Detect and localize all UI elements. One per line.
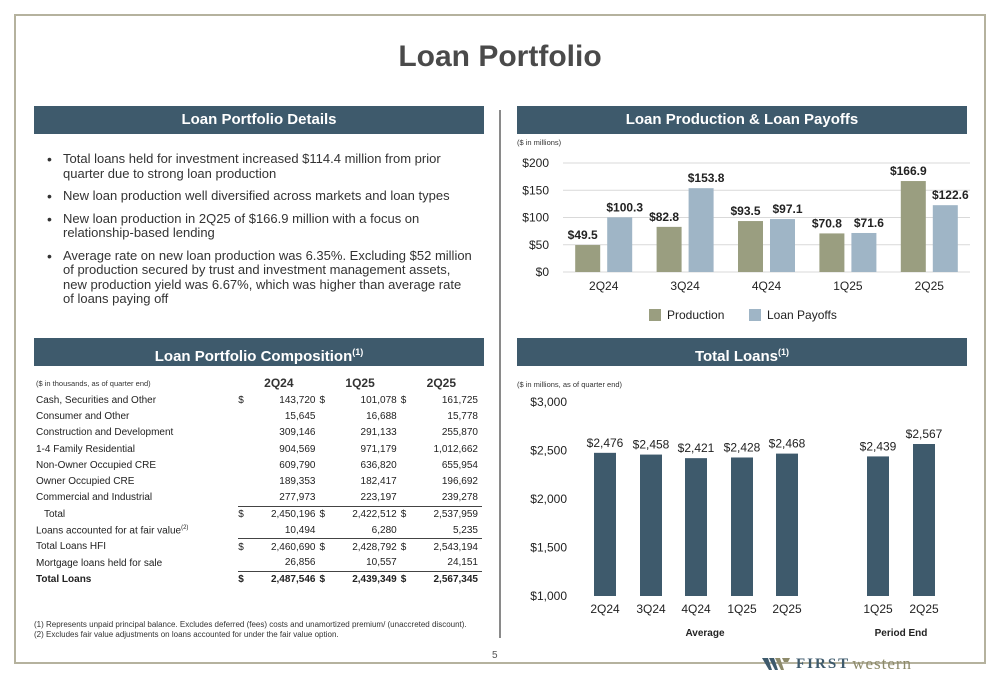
bar-payoffs <box>689 188 714 272</box>
production-header-text: Loan Production & Loan Payoffs <box>625 111 859 128</box>
total-loans-chart <box>505 388 980 643</box>
table-row <box>34 425 482 441</box>
row-label <box>34 490 238 506</box>
row-label <box>34 539 238 555</box>
row-value: 2,487,546 <box>251 571 320 587</box>
composition-note: ($ in thousands, as of quarter end) <box>36 378 151 388</box>
row-value: 904,569 <box>279 443 316 455</box>
dollar-sign <box>319 408 332 424</box>
dollar-sign <box>238 441 251 457</box>
details-bullet: • New loan production in 2Q25 of $166.9 million with a focus on relationship-based lending <box>45 212 475 241</box>
bar-total-loans <box>913 444 935 596</box>
data-label: $70.8 <box>811 216 842 231</box>
bar-total-loans <box>685 458 707 596</box>
x-tick-label: 2Q24 <box>590 602 620 616</box>
bar-total-loans <box>640 455 662 596</box>
row-value: 291,133 <box>360 427 397 439</box>
dollar-sign <box>238 522 251 538</box>
data-label: $2,468 <box>768 436 806 451</box>
bar-total-loans <box>594 453 616 596</box>
row-value: 6,280 <box>371 524 397 536</box>
company-logo <box>762 654 912 674</box>
dollar-sign <box>319 522 332 538</box>
bar-payoffs <box>770 219 795 272</box>
y-tick-label: $50 <box>528 237 549 252</box>
row-label-text: Total Loans <box>36 573 92 585</box>
bar-payoffs <box>933 205 958 272</box>
production-header <box>517 106 967 134</box>
footnote: (2) Excludes fair value adjustments on loans accounted for under the fair value option. <box>34 630 339 639</box>
y-tick-label: $2,500 <box>530 443 567 458</box>
row-label-text: Non-Owner Occupied CRE <box>36 459 157 471</box>
row-value: 255,870 <box>441 427 478 439</box>
row-value: 5,235 <box>452 524 478 536</box>
x-tick-label: 1Q25 <box>727 602 757 616</box>
row-value: 143,720 <box>279 394 316 406</box>
dollar-sign: $ <box>319 506 332 522</box>
dollar-sign: $ <box>238 571 251 587</box>
dollar-sign <box>238 425 251 441</box>
legend-label: Production <box>667 308 725 322</box>
table-row <box>34 408 482 424</box>
bar-total-loans <box>867 456 889 596</box>
total-loans-header-sup: (1) <box>778 347 790 357</box>
bar-production <box>901 181 926 272</box>
row-label-text: Mortgage loans held for sale <box>36 557 163 569</box>
dollar-sign <box>401 522 414 538</box>
dollar-sign <box>238 473 251 489</box>
production-chart <box>505 148 980 333</box>
dollar-sign <box>401 490 414 506</box>
dollar-sign: $ <box>319 394 326 406</box>
row-label-text: 1-4 Family Residential <box>36 443 135 455</box>
row-value: 2,567,345 <box>413 571 482 587</box>
dollar-sign <box>401 555 414 571</box>
x-tick-label: 2Q25 <box>772 602 802 616</box>
row-value: 10,557 <box>366 557 397 569</box>
y-tick-label: $2,000 <box>530 492 567 506</box>
row-value: 161,725 <box>441 394 478 406</box>
production-note: ($ in millions) <box>517 138 562 147</box>
row-label <box>34 506 238 522</box>
data-label: $2,458 <box>632 437 670 452</box>
bar-total-loans <box>776 454 798 596</box>
details-header <box>34 106 484 134</box>
data-label: $100.3 <box>606 200 644 215</box>
row-label-text: Consumer and Other <box>36 410 130 422</box>
dollar-sign <box>319 555 332 571</box>
dollar-sign <box>401 408 414 424</box>
footnotes <box>34 620 474 640</box>
row-value: 16,688 <box>366 410 397 422</box>
dollar-sign: $ <box>238 539 251 555</box>
x-tick-label: 3Q24 <box>670 279 700 293</box>
composition-table-header <box>34 374 482 392</box>
row-label <box>34 555 238 571</box>
row-value: 655,954 <box>441 459 478 471</box>
dollar-sign: $ <box>401 571 414 587</box>
row-value: 971,179 <box>360 443 397 455</box>
bar-production <box>575 245 600 272</box>
y-tick-label: $100 <box>522 210 549 225</box>
row-label-sup: (2) <box>181 524 189 531</box>
row-value: 189,353 <box>279 476 316 488</box>
dollar-sign: $ <box>401 539 414 555</box>
data-label: $71.6 <box>853 215 884 230</box>
composition-header-text: Loan Portfolio Composition <box>154 348 353 365</box>
row-label-text: Owner Occupied CRE <box>36 476 135 488</box>
details-bullet: • New loan production well diversified across markets and loan types <box>45 189 475 204</box>
dollar-sign <box>238 490 251 506</box>
table-row <box>34 571 482 587</box>
row-label <box>34 441 238 457</box>
data-label: $2,439 <box>859 439 897 454</box>
dollar-sign <box>319 441 332 457</box>
bar-payoffs <box>607 217 632 272</box>
column-header: 2Q24 <box>264 376 294 390</box>
logo-mark-icon <box>762 656 790 672</box>
y-tick-label: $1,500 <box>530 540 567 555</box>
total-loans-note: ($ in millions, as of quarter end) <box>517 380 623 389</box>
row-label-text: Total <box>44 508 66 520</box>
row-value: 2,537,959 <box>413 506 482 522</box>
dollar-sign <box>401 425 414 441</box>
row-value: 10,494 <box>284 524 316 536</box>
footnote: (1) Represents unpaid principal balance. Excludes deferred (fees) costs and unamortized premium/ (unaccreted discount). <box>34 620 467 629</box>
dollar-sign <box>319 490 332 506</box>
data-label: $49.5 <box>567 228 598 243</box>
data-label: $82.8 <box>649 209 680 224</box>
y-tick-label: $200 <box>522 156 549 170</box>
dollar-sign <box>319 457 332 473</box>
composition-table <box>34 374 482 588</box>
group-label: Period End <box>874 628 928 639</box>
dollar-sign <box>319 425 332 441</box>
data-label: $153.8 <box>687 171 725 186</box>
row-label-text: Total Loans HFI <box>36 541 107 553</box>
composition-header <box>34 338 484 366</box>
row-value: 309,146 <box>279 427 316 439</box>
row-value: 196,692 <box>441 476 478 488</box>
table-row <box>34 490 482 506</box>
row-value: 636,820 <box>360 459 397 471</box>
bar-production <box>657 227 682 272</box>
details-header-text: Loan Portfolio Details <box>181 111 337 128</box>
dollar-sign <box>238 457 251 473</box>
row-label <box>34 473 238 489</box>
x-tick-label: 2Q24 <box>589 279 619 293</box>
row-value: 101,078 <box>360 394 397 406</box>
row-label <box>34 392 238 408</box>
bar-production <box>738 221 763 272</box>
row-label-text: Commercial and Industrial <box>36 492 153 504</box>
row-value: 2,543,194 <box>413 539 482 555</box>
total-loans-header <box>517 338 967 366</box>
row-label <box>34 408 238 424</box>
x-tick-label: 1Q25 <box>833 279 863 293</box>
row-value: 26,856 <box>284 557 316 569</box>
row-value: 223,197 <box>360 492 397 504</box>
data-label: $97.1 <box>772 202 803 217</box>
table-row <box>34 441 482 457</box>
row-label <box>34 571 238 587</box>
dollar-sign <box>401 473 414 489</box>
x-tick-label: 3Q24 <box>636 602 666 616</box>
page-number: 5 <box>492 650 498 661</box>
dollar-sign: $ <box>238 394 244 406</box>
bar-production <box>819 233 844 272</box>
row-label-text: Cash, Securities and Other <box>36 394 157 406</box>
row-value: 15,645 <box>284 410 316 422</box>
table-row <box>34 392 482 408</box>
x-tick-label: 2Q25 <box>914 279 944 293</box>
dollar-sign <box>238 555 251 571</box>
dollar-sign <box>319 473 332 489</box>
x-tick-label: 4Q24 <box>681 602 711 616</box>
row-value: 2,439,349 <box>332 571 401 587</box>
x-tick-label: 2Q25 <box>909 602 939 616</box>
row-value: 182,417 <box>360 476 397 488</box>
row-value: 239,278 <box>441 492 478 504</box>
logo-text-first: FIRST <box>796 655 851 672</box>
legend-swatch-production <box>649 309 661 321</box>
legend-swatch-payoffs <box>749 309 761 321</box>
data-label: $2,421 <box>677 441 715 456</box>
row-value: 2,428,792 <box>332 539 401 555</box>
data-label: $122.6 <box>931 188 969 203</box>
group-label: Average <box>685 628 725 639</box>
row-label <box>34 457 238 473</box>
y-tick-label: $0 <box>535 265 549 279</box>
details-bullet-list <box>45 152 475 315</box>
dollar-sign: $ <box>319 539 332 555</box>
table-row <box>34 555 482 571</box>
row-label <box>34 425 238 441</box>
dollar-sign: $ <box>401 506 414 522</box>
logo-text-western: western <box>852 654 913 673</box>
row-label <box>34 522 238 538</box>
row-value: 277,973 <box>279 492 316 504</box>
row-label-text: Loans accounted for at fair value <box>36 525 182 537</box>
data-label: $2,428 <box>723 440 761 455</box>
row-label-text: Construction and Development <box>36 427 174 439</box>
bar-payoffs <box>851 233 876 272</box>
dollar-sign <box>401 457 414 473</box>
row-value: 2,450,196 <box>251 506 320 522</box>
details-bullet: • Average rate on new loan production was 6.35%. Excluding $52 million of production secured by trust and investment management assets, new production yield was 6.67%, which was higher than average rate of loans paying off <box>45 249 475 307</box>
y-tick-label: $1,000 <box>530 589 567 603</box>
bar-total-loans <box>731 457 753 596</box>
dollar-sign: $ <box>319 571 332 587</box>
row-value: 609,790 <box>279 459 316 471</box>
dollar-sign: $ <box>238 506 251 522</box>
dollar-sign: $ <box>400 394 407 406</box>
x-tick-label: 1Q25 <box>863 602 893 616</box>
table-row <box>34 506 482 522</box>
x-tick-label: 4Q24 <box>751 279 782 293</box>
row-value: 24,151 <box>447 557 478 569</box>
row-value: 2,460,690 <box>251 539 320 555</box>
legend-label: Loan Payoffs <box>767 308 837 322</box>
dollar-sign <box>238 408 251 424</box>
details-bullet: • Total loans held for investment increased $114.4 million from prior quarter due to strong loan production <box>45 152 475 181</box>
table-row <box>34 457 482 473</box>
column-divider <box>499 110 501 638</box>
table-row <box>34 473 482 489</box>
row-value: 1,012,662 <box>433 443 478 455</box>
composition-header-sup: (1) <box>352 347 364 357</box>
data-label: $2,476 <box>586 435 624 450</box>
row-value: 15,778 <box>447 410 478 422</box>
column-header: 1Q25 <box>345 376 375 390</box>
y-tick-label: $3,000 <box>530 395 567 409</box>
dollar-sign <box>401 441 414 457</box>
page-title: Loan Portfolio <box>398 40 602 73</box>
data-label: $2,567 <box>905 427 943 442</box>
row-value: 2,422,512 <box>332 506 401 522</box>
data-label: $166.9 <box>889 164 927 179</box>
y-tick-label: $150 <box>522 183 549 198</box>
table-row <box>34 522 482 538</box>
total-loans-header-text: Total Loans <box>694 348 779 365</box>
data-label: $93.5 <box>730 204 761 219</box>
column-header: 2Q25 <box>426 376 457 390</box>
table-row <box>34 539 482 555</box>
